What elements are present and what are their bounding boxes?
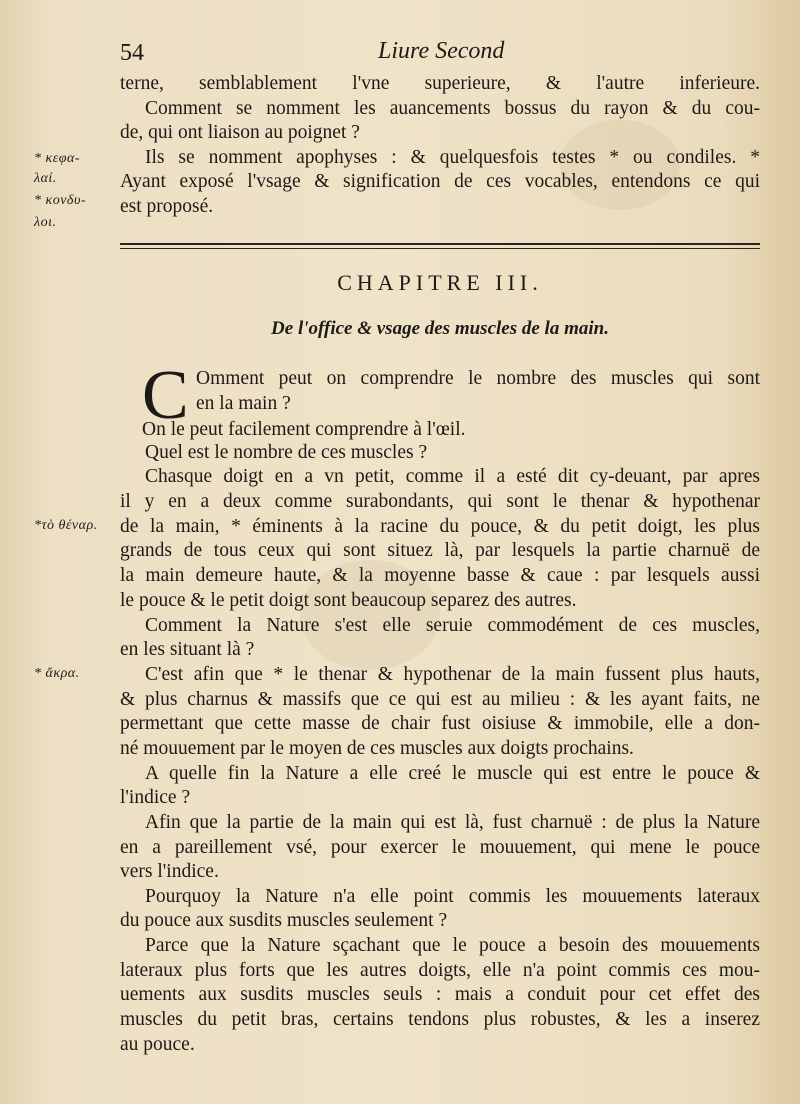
- text-line: C'est afin que * le thenar & hypothenar de la main fussent plus hauts,: [145, 664, 760, 685]
- text-line: Omment peut on comprendre le nombre des muscles qui sont: [196, 368, 760, 389]
- text-line: en a pareillement vsé, pour exercer le mouuement, qui mene le pouce: [120, 837, 760, 858]
- text-line: On le peut facilement comprendre à l'œil.: [142, 419, 466, 440]
- text-line: en la main ?: [196, 393, 291, 414]
- text-line: terne, semblablement l'vne superieure, & l'autre inferieure.: [120, 73, 760, 94]
- text-line: muscles du petit bras, certains tendons plus robustes, & les a inserez: [120, 1009, 760, 1030]
- text-line: la main demeure haute, & la moyenne basse & caue : par lesquels aussi: [120, 565, 760, 586]
- text-line: il y en a deux comme surabondants, qui sont le thenar & hypothenar: [120, 491, 760, 512]
- text-line: A quelle fin la Nature a elle creé le muscle qui est entre le pouce &: [145, 763, 760, 784]
- text-line: est proposé.: [120, 196, 214, 217]
- margin-note: *τὸ θέναρ.: [34, 518, 98, 533]
- margin-note: * κονδυ-: [34, 193, 87, 208]
- margin-note: * κεφα-: [34, 151, 80, 166]
- text-line: lateraux plus forts que les autres doigts, elle n'a point commis ces mou-: [120, 960, 760, 981]
- chapter-title: CHAPITRE III.: [337, 270, 543, 295]
- text-line: au pouce.: [120, 1034, 195, 1055]
- text-line: Chasque doigt en a vn petit, comme il a esté dit cy-deuant, par apres: [145, 466, 760, 487]
- margin-note: * ἄκρα.: [34, 666, 80, 681]
- text-line: vers l'indice.: [120, 861, 219, 882]
- text-line: l'indice ?: [120, 787, 191, 808]
- text-line: Afin que la partie de la main qui est là, fust charnuë : de plus la Nature: [145, 812, 760, 833]
- text-line: de, qui ont liaison au poignet ?: [120, 122, 360, 143]
- text-line: permettant que cette masse de chair fust oisiuse & immobile, elle a don-: [120, 713, 760, 734]
- text-line: uements aux susdits muscles seuls : mais a conduit pour cet effet des: [120, 984, 760, 1005]
- text-line: Pourquoy la Nature n'a elle point commis les mouuements lateraux: [145, 886, 760, 907]
- section-rule: [120, 243, 760, 249]
- page-number: 54: [120, 40, 144, 66]
- chapter-subtitle: De l'office & vsage des muscles de la main.: [271, 318, 609, 339]
- text-line: né mouuement par le moyen de ces muscles aux doigts prochains.: [120, 738, 634, 759]
- text-line: Comment la Nature s'est elle seruie commodément de ces muscles,: [145, 615, 760, 636]
- running-head: Liure Second: [378, 38, 505, 64]
- margin-note: λοι.: [34, 215, 57, 230]
- text-line: du pouce aux susdits muscles seulement ?: [120, 910, 448, 931]
- text-line: Ayant exposé l'vsage & signification de ces vocables, entendons ce qui: [120, 171, 760, 192]
- text-line: le pouce & le petit doigt sont beaucoup separez des autres.: [120, 590, 577, 611]
- text-line: Comment se nomment les auancements bossus du rayon & du cou-: [145, 98, 760, 119]
- margin-note: λαί.: [34, 171, 57, 186]
- text-line: Ils se nomment apophyses : & quelquesfois testes * ou condiles. *: [145, 147, 760, 168]
- drop-cap: C: [142, 357, 189, 434]
- text-line: Quel est le nombre de ces muscles ?: [145, 442, 428, 463]
- page-header: [120, 38, 760, 68]
- text-line: Parce que la Nature sçachant que le pouce a besoin des mouuements: [145, 935, 760, 956]
- text-line: de la main, * éminents à la racine du pouce, & du petit doigt, les plus: [120, 516, 760, 537]
- text-line: grands de tous ceux qui sont situez là, par lesquels la partie charnuë de: [120, 540, 760, 561]
- text-line: & plus charnus & massifs que ce qui est au milieu : & les ayant faits, ne: [120, 689, 760, 710]
- text-line: en les situant là ?: [120, 639, 255, 660]
